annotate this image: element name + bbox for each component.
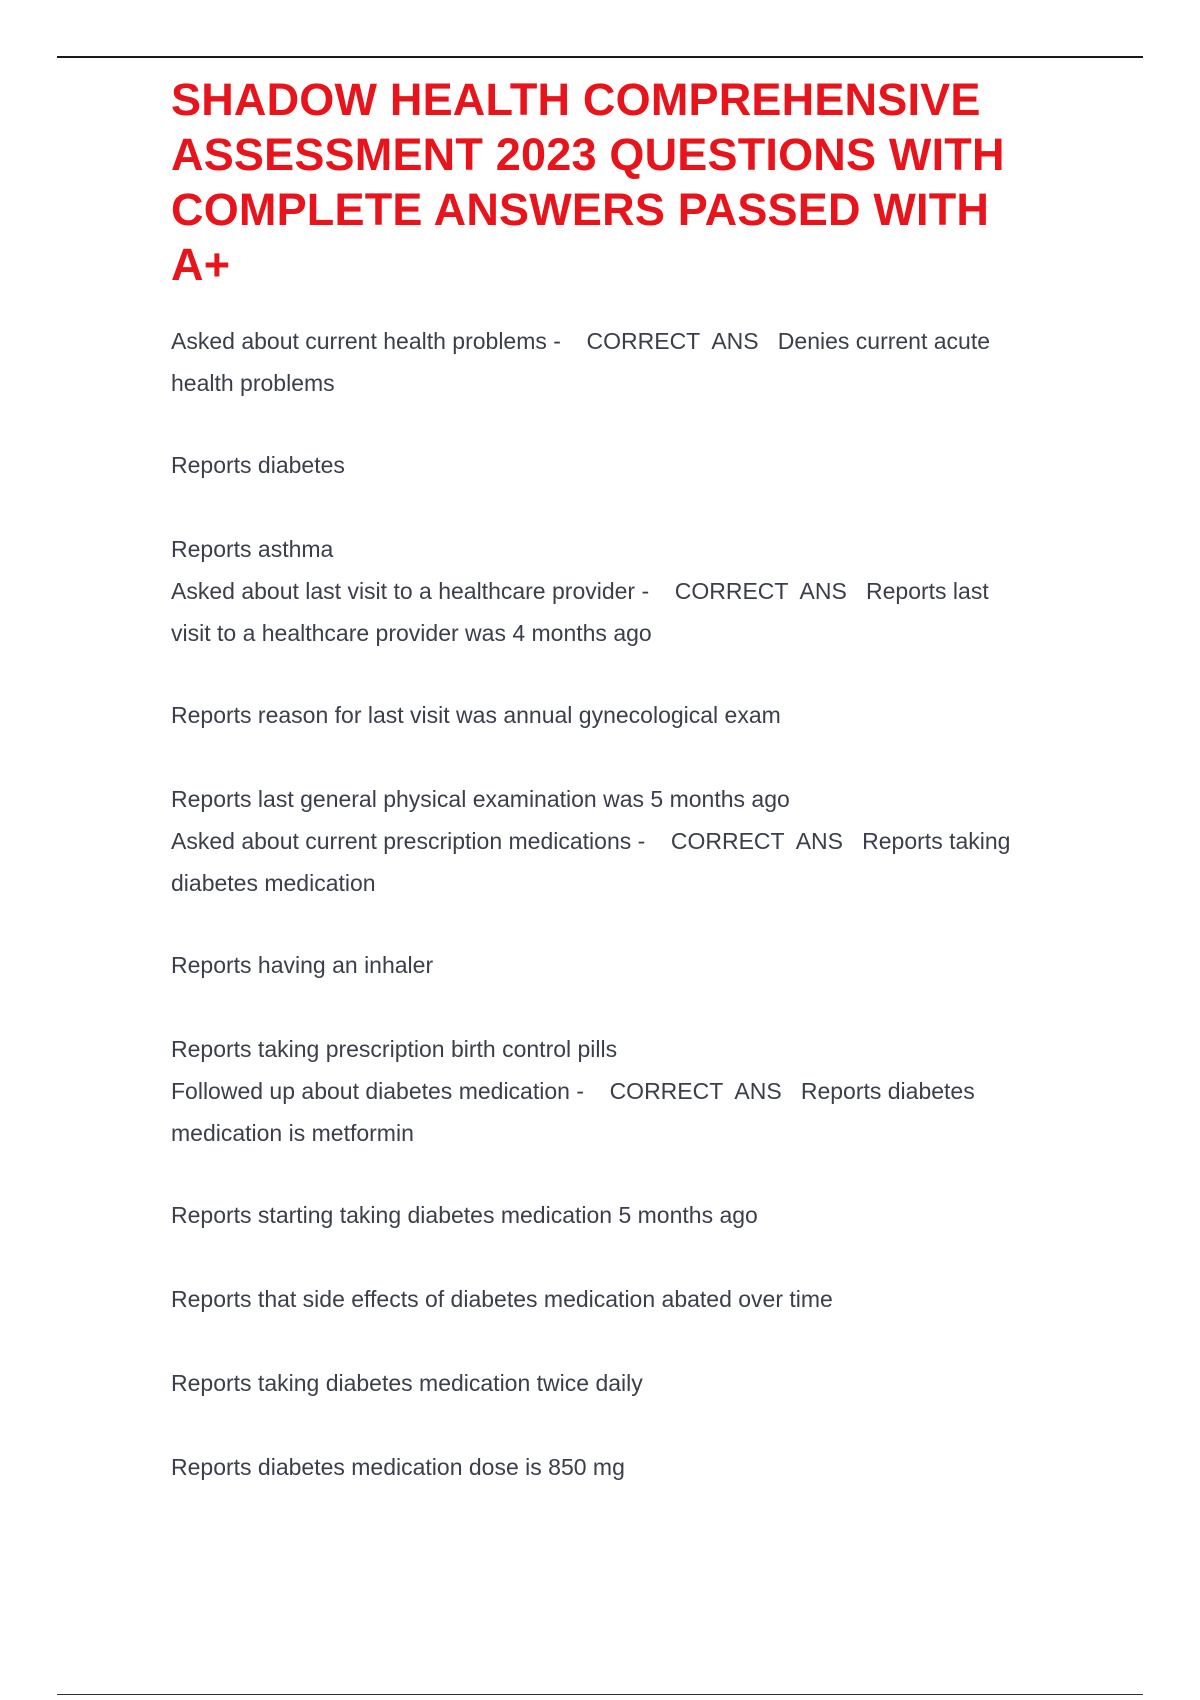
- report-line: Reports diabetes medication dose is 850 mg: [171, 1454, 625, 1480]
- question-line: Asked about last visit to a healthcare provider - CORRECT ANS Reports last: [171, 578, 989, 604]
- correct-answer-marker: CORRECT ANS: [586, 328, 759, 354]
- answer-text: Reports taking: [862, 828, 1011, 854]
- report-line: Reports asthma: [171, 536, 334, 562]
- title-line: SHADOW HEALTH COMPREHENSIVE: [171, 74, 981, 125]
- answer-continuation: health problems: [171, 370, 335, 396]
- answer-text: Reports diabetes: [800, 1078, 975, 1104]
- question-text: Asked about last visit to a healthcare provider: [171, 578, 636, 604]
- report-line: Reports taking prescription birth control pills: [171, 1036, 618, 1062]
- document-title: [171, 72, 1071, 292]
- report-line: Reports taking diabetes medication twice daily: [171, 1370, 643, 1396]
- correct-answer-marker: CORRECT ANS: [674, 578, 847, 604]
- question-line: Asked about current prescription medications - CORRECT ANS Reports taking: [171, 828, 1011, 854]
- question-text: Followed up about diabetes medication: [171, 1078, 570, 1104]
- document-body: [171, 72, 1071, 1488]
- bottom-rule: [57, 1694, 1143, 1695]
- title-line: A+: [171, 239, 231, 290]
- qa-item: [171, 320, 1071, 570]
- question-line: Asked about current health problems - CORRECT ANS Denies current acute: [171, 328, 991, 354]
- question-text: Asked about current prescription medications: [171, 828, 632, 854]
- top-rule: [57, 56, 1143, 58]
- title-line: ASSESSMENT 2023 QUESTIONS WITH: [171, 129, 1005, 180]
- report-line: Reports diabetes: [171, 452, 345, 478]
- question-text: Asked about current health problems: [171, 328, 547, 354]
- correct-answer-marker: CORRECT ANS: [609, 1078, 782, 1104]
- answer-continuation: visit to a healthcare provider was 4 months ago: [171, 620, 652, 646]
- answer-text: Reports last: [866, 578, 989, 604]
- answer-continuation: diabetes medication: [171, 870, 376, 896]
- correct-answer-marker: CORRECT ANS: [670, 828, 843, 854]
- qa-item: [171, 820, 1071, 1070]
- question-line: Followed up about diabetes medication - CORRECT ANS Reports diabetes: [171, 1078, 975, 1104]
- answer-text: Denies current acute: [777, 328, 991, 354]
- report-line: Reports that side effects of diabetes medication abated over time: [171, 1286, 833, 1312]
- answer-continuation: medication is metformin: [171, 1120, 414, 1146]
- qa-list: [171, 320, 1071, 1488]
- qa-item: [171, 570, 1071, 820]
- qa-item: [171, 1070, 1071, 1488]
- report-line: Reports having an inhaler: [171, 952, 434, 978]
- report-line: Reports starting taking diabetes medication 5 months ago: [171, 1202, 758, 1228]
- title-line: COMPLETE ANSWERS PASSED WITH: [171, 184, 990, 235]
- report-line: Reports last general physical examination was 5 months ago: [171, 786, 790, 812]
- report-line: Reports reason for last visit was annual gynecological exam: [171, 702, 781, 728]
